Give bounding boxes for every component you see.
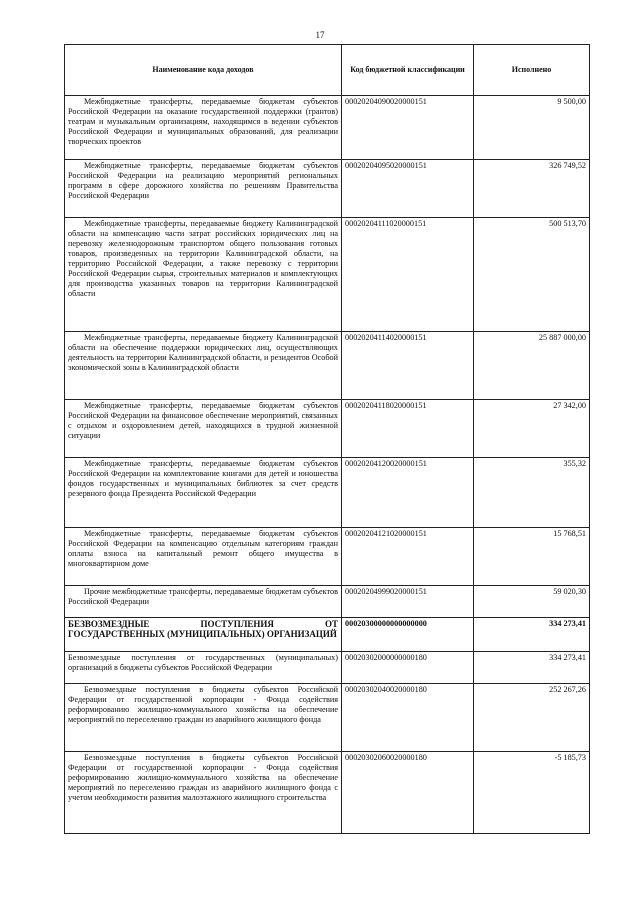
column-header-amount: Исполнено [474, 45, 590, 96]
row-amount: 326 749,52 [474, 160, 590, 218]
row-code: 00020204121020000151 [342, 528, 474, 586]
row-code: 00020302060020000180 [342, 752, 474, 834]
row-amount: -5 185,73 [474, 752, 590, 834]
row-amount: 15 768,51 [474, 528, 590, 586]
table-row-section [65, 618, 590, 652]
row-code: 00020204095020000151 [342, 160, 474, 218]
section-code: 00020300000000000000 [342, 618, 474, 652]
row-name: Прочие межбюджетные трансферты, передаваемые бюджетам субъектов Российской Федерации [65, 586, 342, 618]
row-amount: 355,32 [474, 458, 590, 528]
row-code: 00020302040020000180 [342, 684, 474, 752]
table-row [65, 400, 590, 458]
revenue-table [64, 44, 590, 834]
row-name: Межбюджетные трансферты, передаваемые бюджетам субъектов Российской Федерации на финансовое обеспечение мероприятий, связанных с отдыхом и оздоровлением детей, находящихся в трудной жизненной ситуации [65, 400, 342, 458]
row-name: Безвозмездные поступления в бюджеты субъектов Российской Федерации от государственной корпорации - Фонда содействия реформированию жилищно-коммунального хозяйства на обеспечение мероприятий по переселению граждан из аварийного жилищного фонда с учетом необходимости развития малоэтажного жилищного строительства [65, 752, 342, 834]
page-number: 17 [315, 30, 325, 40]
row-code: 00020204999020000151 [342, 586, 474, 618]
row-name: Безвозмездные поступления от государственных (муниципальных) организаций в бюджеты субъектов Российской Федерации [65, 652, 342, 684]
row-amount: 25 887 000,00 [474, 332, 590, 400]
row-code: 00020204114020000151 [342, 332, 474, 400]
table-row [65, 684, 590, 752]
row-amount: 252 267,26 [474, 684, 590, 752]
row-name: Межбюджетные трансферты, передаваемые бюджету Калининградской области на обеспечение поддержки юридических лиц, осуществляющих деятельность на территории Калининградской области, и резидентов Особой экономической зоны в Калининградской области [65, 332, 342, 400]
row-name: Межбюджетные трансферты, передаваемые бюджету Калининградской области на компенсацию части затрат российских юридических лиц на перевозку железнодорожным транспортом общего пользования готовых товаров, произведенных на территории Калининградской области, на территорию Российской Федерации, а также перевозку с территории Российской Федерации сырья, строительных материалов и комплектующих для производства указанных товаров на территории Калининградской области [65, 218, 342, 332]
row-code: 00020204090020000151 [342, 96, 474, 160]
table-row [65, 218, 590, 332]
row-amount: 27 342,00 [474, 400, 590, 458]
table-row [65, 752, 590, 834]
table-header-row [65, 45, 590, 96]
row-code: 00020204111020000151 [342, 218, 474, 332]
table-row [65, 332, 590, 400]
row-amount: 59 020,30 [474, 586, 590, 618]
section-name: БЕЗВОЗМЕЗДНЫЕ ПОСТУПЛЕНИЯ ОТ ГОСУДАРСТВЕННЫХ (МУНИЦИПАЛЬНЫХ) ОРГАНИЗАЦИЙ [65, 618, 342, 652]
row-code: 00020204120020000151 [342, 458, 474, 528]
row-name: Межбюджетные трансферты, передаваемые бюджетам субъектов Российской Федерации на компенсацию отдельным категориям граждан оплаты взноса на капитальный ремонт общего имущества в многоквартирном доме [65, 528, 342, 586]
table-row [65, 160, 590, 218]
table-row [65, 586, 590, 618]
row-name: Межбюджетные трансферты, передаваемые бюджетам субъектов Российской Федерации на комплектование книгами для детей и юношества фондов государственных и муниципальных библиотек за счет средств резервного фонда Президента Российской Федерации [65, 458, 342, 528]
row-amount: 334 273,41 [474, 652, 590, 684]
row-amount: 500 513,70 [474, 218, 590, 332]
row-name: Безвозмездные поступления в бюджеты субъектов Российской Федерации от государственной корпорации - Фонда содействия реформированию жилищно-коммунального хозяйства на обеспечение мероприятий по переселению граждан из аварийного жилищного фонда [65, 684, 342, 752]
table-row [65, 652, 590, 684]
row-amount: 9 500,00 [474, 96, 590, 160]
table-row [65, 96, 590, 160]
row-name: Межбюджетные трансферты, передаваемые бюджетам субъектов Российской Федерации на реализацию мероприятий региональных программ в сфере дорожного хозяйства по решениям Правительства Российской Федерации [65, 160, 342, 218]
table-row [65, 458, 590, 528]
column-header-name: Наименование кода доходов [65, 45, 342, 96]
section-amount: 334 273,41 [474, 618, 590, 652]
row-code: 00020302000000000180 [342, 652, 474, 684]
row-code: 00020204118020000151 [342, 400, 474, 458]
table-row [65, 528, 590, 586]
row-name: Межбюджетные трансферты, передаваемые бюджетам субъектов Российской Федерации на оказание государственной поддержки (грантов) театрам и музыкальным организациям, находящимся в ведении субъектов Российской Федерации и муниципальных образований, для реализации творческих проектов [65, 96, 342, 160]
column-header-code: Код бюджетной классификации [342, 45, 474, 96]
